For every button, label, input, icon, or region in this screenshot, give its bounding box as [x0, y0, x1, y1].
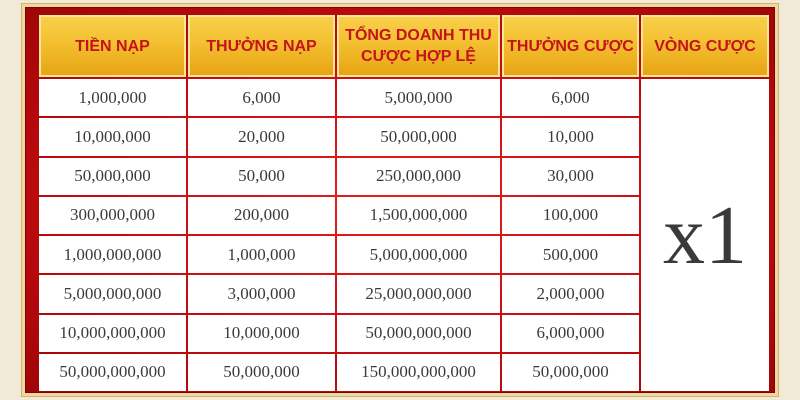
cell-tong-doanh-thu: 5,000,000,000 [337, 236, 500, 273]
cell-tien-nap: 5,000,000,000 [39, 275, 186, 312]
header-tien-nap: TIỀN NẠP [39, 15, 186, 77]
cell-thuong-cuoc: 30,000 [502, 158, 639, 195]
cell-thuong-nap: 50,000 [188, 158, 335, 195]
cell-tien-nap: 10,000,000 [39, 118, 186, 155]
cell-thuong-cuoc: 500,000 [502, 236, 639, 273]
cell-thuong-cuoc: 50,000,000 [502, 354, 639, 391]
bonus-table [39, 15, 761, 391]
cell-tien-nap: 50,000,000,000 [39, 354, 186, 391]
header-thuong-nap: THƯỞNG NẠP [188, 15, 335, 77]
cell-thuong-nap: 20,000 [188, 118, 335, 155]
header-tong-doanh-thu: TỔNG DOANH THU CƯỢC HỢP LỆ [337, 15, 500, 77]
cell-thuong-cuoc: 100,000 [502, 197, 639, 234]
cell-tien-nap: 1,000,000 [39, 79, 186, 116]
cell-thuong-cuoc: 6,000,000 [502, 315, 639, 352]
header-thuong-cuoc: THƯỞNG CƯỢC [502, 15, 639, 77]
promo-table-frame [22, 4, 778, 396]
cell-tong-doanh-thu: 25,000,000,000 [337, 275, 500, 312]
cell-tien-nap: 300,000,000 [39, 197, 186, 234]
cell-tong-doanh-thu: 150,000,000,000 [337, 354, 500, 391]
cell-thuong-nap: 10,000,000 [188, 315, 335, 352]
cell-tien-nap: 50,000,000 [39, 158, 186, 195]
cell-tong-doanh-thu: 1,500,000,000 [337, 197, 500, 234]
cell-thuong-cuoc: 10,000 [502, 118, 639, 155]
cell-tong-doanh-thu: 50,000,000,000 [337, 315, 500, 352]
cell-thuong-nap: 1,000,000 [188, 236, 335, 273]
cell-tien-nap: 1,000,000,000 [39, 236, 186, 273]
cell-tong-doanh-thu: 50,000,000 [337, 118, 500, 155]
cell-thuong-nap: 6,000 [188, 79, 335, 116]
cell-thuong-cuoc: 2,000,000 [502, 275, 639, 312]
cell-thuong-nap: 50,000,000 [188, 354, 335, 391]
cell-tong-doanh-thu: 250,000,000 [337, 158, 500, 195]
cell-tien-nap: 10,000,000,000 [39, 315, 186, 352]
cell-thuong-cuoc: 6,000 [502, 79, 639, 116]
cell-thuong-nap: 3,000,000 [188, 275, 335, 312]
cell-tong-doanh-thu: 5,000,000 [337, 79, 500, 116]
vong-cuoc-value: x1 [641, 79, 769, 391]
header-vong-cuoc: VÒNG CƯỢC [641, 15, 769, 77]
cell-thuong-nap: 200,000 [188, 197, 335, 234]
